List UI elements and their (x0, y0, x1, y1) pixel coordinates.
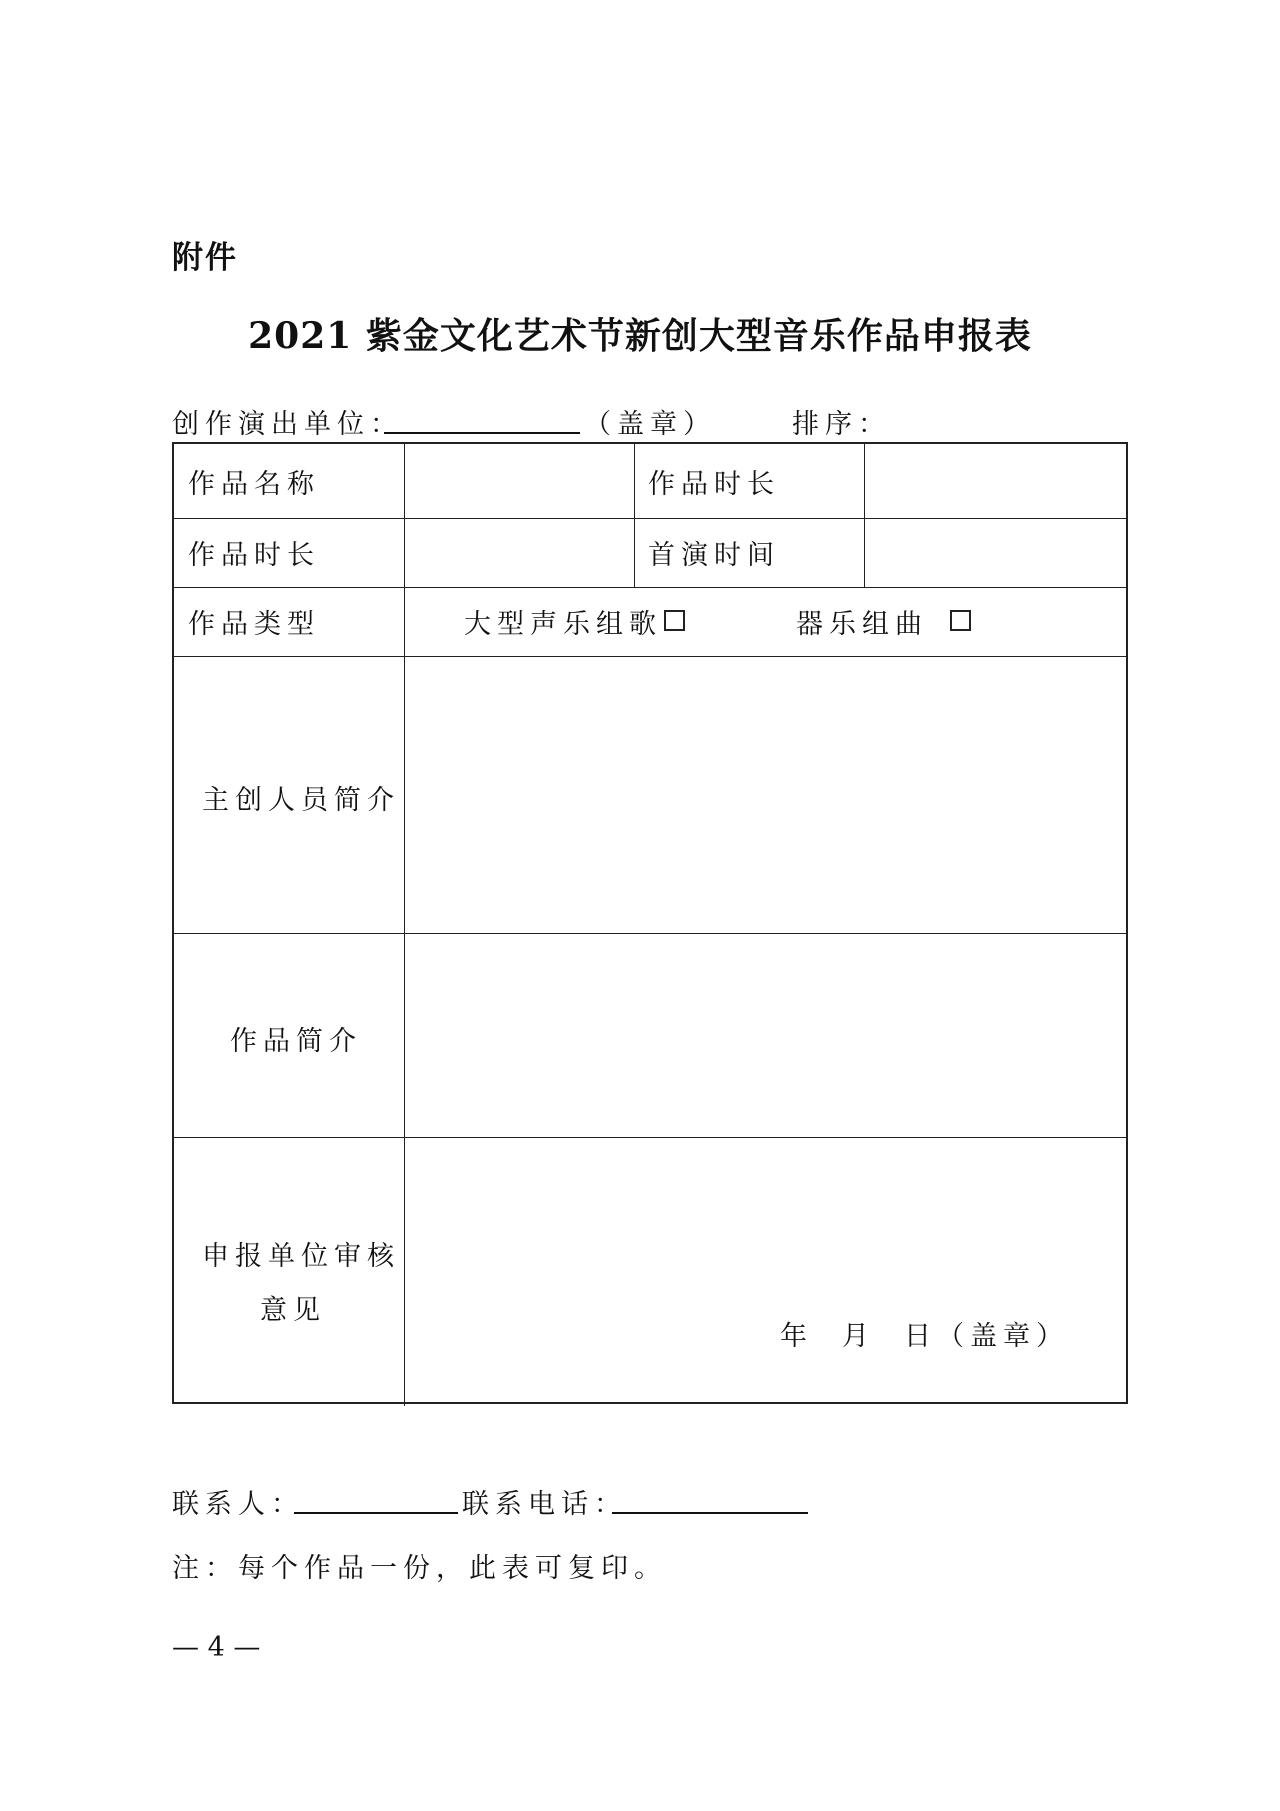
row-divider (174, 518, 1126, 519)
column-divider (864, 444, 865, 587)
column-divider (404, 444, 405, 1406)
review-opinion-label-line1: 申报单位审核 (202, 1241, 400, 1272)
work-duration-label-2: 作品时长 (188, 540, 320, 571)
premiere-time-field[interactable] (866, 520, 1126, 586)
contact-phone-blank-line[interactable] (612, 1512, 808, 1514)
date-day-seal-label: 日（盖章） (904, 1321, 1069, 1352)
review-opinion-field[interactable] (406, 1139, 1126, 1402)
footer-note: 注：每个作品一份，此表可复印。 (172, 1553, 667, 1584)
premiere-time-label: 首演时间 (648, 540, 780, 571)
unit-label: 创作演出单位： (172, 409, 403, 440)
unit-blank-line[interactable] (384, 432, 580, 434)
attachment-label: 附件 (172, 240, 238, 276)
instrumental-suite-checkbox[interactable] (950, 610, 971, 631)
creators-intro-label: 主创人员简介 (202, 785, 400, 816)
vocal-suite-option-label: 大型声乐组歌 (464, 609, 662, 640)
work-name-field[interactable] (406, 446, 632, 516)
vocal-suite-checkbox[interactable] (664, 610, 685, 631)
application-form-table (172, 442, 1128, 1404)
work-duration-field[interactable] (866, 446, 1126, 516)
work-duration-field-2[interactable] (406, 520, 632, 586)
contact-person-blank-line[interactable] (294, 1512, 458, 1514)
work-name-label: 作品名称 (188, 469, 320, 500)
row-divider (174, 587, 1126, 588)
date-month-label: 月 (842, 1321, 875, 1352)
page-number: — 4 — (172, 1632, 261, 1663)
document-title: 2021 紫金文化艺术节新创大型音乐作品申报表 (248, 315, 1032, 357)
work-intro-label: 作品简介 (230, 1026, 362, 1057)
seal-note: （盖章） (584, 409, 716, 440)
review-opinion-label-line2: 意见 (260, 1295, 326, 1326)
work-intro-field[interactable] (406, 935, 1126, 1135)
row-divider (174, 656, 1126, 657)
contact-phone-label: 联系电话： (462, 1489, 627, 1520)
work-type-label: 作品类型 (188, 609, 320, 640)
instrumental-suite-option-label: 器乐组曲 (796, 609, 928, 640)
row-divider (174, 1137, 1126, 1138)
contact-person-label: 联系人： (172, 1489, 304, 1520)
order-label: 排序： (792, 409, 891, 440)
row-divider (174, 933, 1126, 934)
work-duration-label: 作品时长 (648, 469, 780, 500)
date-year-label: 年 (780, 1321, 813, 1352)
creators-intro-field[interactable] (406, 658, 1126, 931)
column-divider (634, 444, 635, 587)
